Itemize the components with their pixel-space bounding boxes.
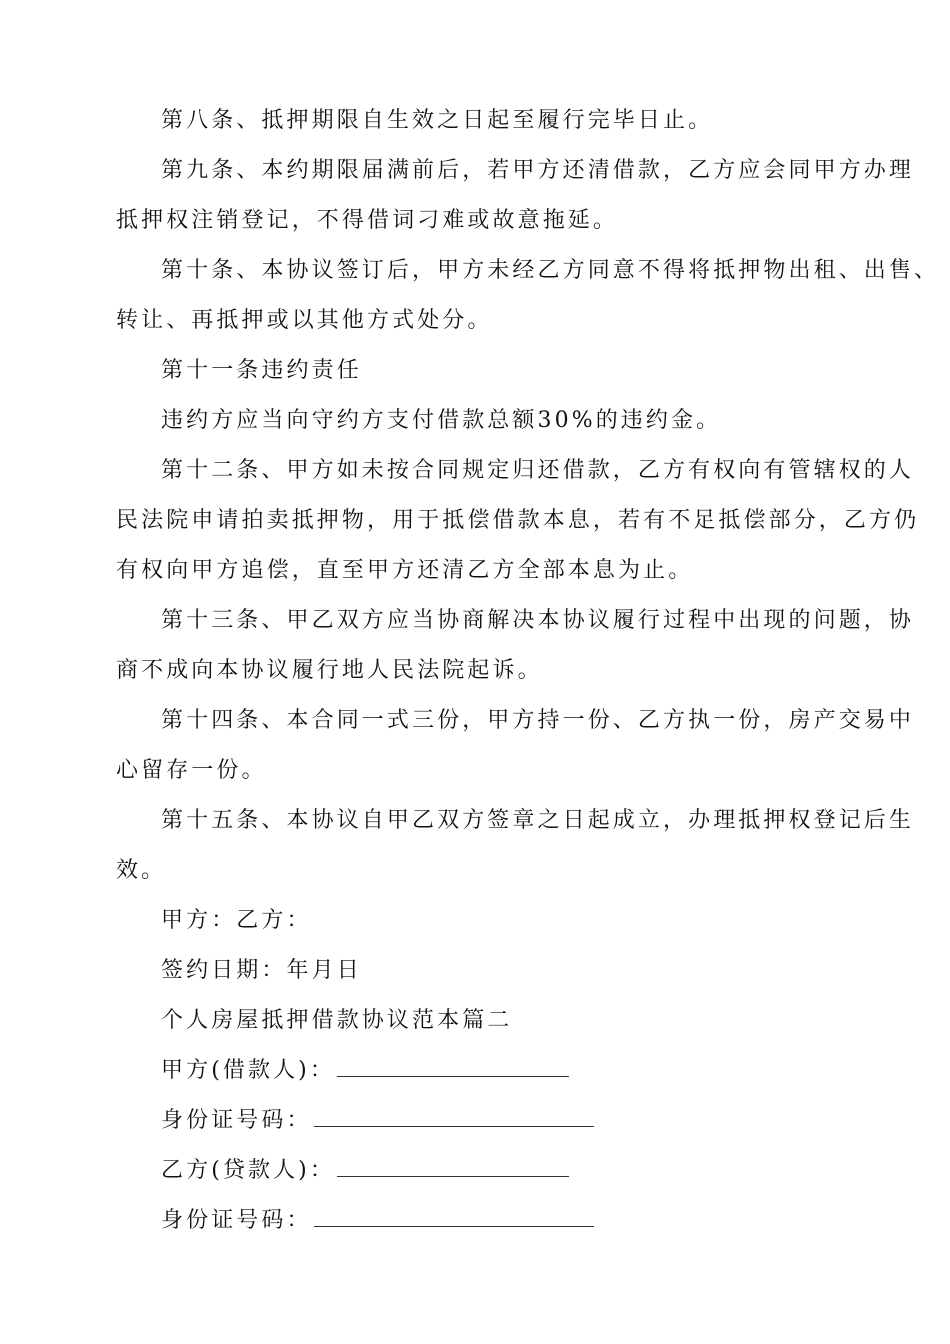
clause-10-line-1: 第十条、本协议签订后，甲方未经乙方同意不得将抵押物出租、出售、 xyxy=(161,258,940,283)
party-b-id-field xyxy=(161,1206,594,1236)
clause-12-line-1: 第十二条、甲方如未按合同规定归还借款，乙方有权向有管辖权的人 xyxy=(161,458,915,483)
party-b-id-label: 身份证号码： xyxy=(161,1208,312,1233)
party-a-id-field xyxy=(161,1106,594,1136)
clause-10-line-2: 转让、再抵押或以其他方式处分。 xyxy=(116,308,493,333)
clause-9-line-2: 抵押权注销登记，不得借词刁难或故意拖延。 xyxy=(116,208,619,233)
clause-14-line-2: 心留存一份。 xyxy=(116,758,267,783)
party-a-field xyxy=(161,1056,569,1086)
clause-15-line-1: 第十五条、本协议自甲乙双方签章之日起成立，办理抵押权登记后生 xyxy=(161,808,915,833)
clause-11-heading: 第十一条违约责任 xyxy=(161,358,362,383)
clause-8: 第八条、抵押期限自生效之日起至履行完毕日止。 xyxy=(161,108,714,133)
party-a-label: 甲方(借款人)： xyxy=(161,1058,335,1083)
party-a-id-label: 身份证号码： xyxy=(161,1108,312,1133)
section-title-part-two: 个人房屋抵押借款协议范本篇二 xyxy=(161,1008,513,1033)
clause-13-line-1: 第十三条、甲乙双方应当协商解决本协议履行过程中出现的问题，协 xyxy=(161,608,915,633)
party-b-label: 乙方(贷款人)： xyxy=(161,1158,335,1183)
party-b-blank-line xyxy=(337,1158,569,1177)
clause-12-line-2: 民法院申请拍卖抵押物，用于抵偿借款本息，若有不足抵偿部分，乙方仍 xyxy=(116,508,920,533)
clause-14-line-1: 第十四条、本合同一式三份，甲方持一份、乙方执一份，房产交易中 xyxy=(161,708,915,733)
clause-11-body: 违约方应当向守约方支付借款总额30%的违约金。 xyxy=(161,408,722,433)
party-b-id-blank-line xyxy=(314,1208,594,1227)
clause-9-line-1: 第九条、本约期限届满前后，若甲方还清借款，乙方应会同甲方办理 xyxy=(161,158,915,183)
clause-15-line-2: 效。 xyxy=(116,858,167,883)
party-b-field xyxy=(161,1156,569,1186)
party-a-blank-line xyxy=(337,1058,569,1077)
signing-date: 签约日期：年月日 xyxy=(161,958,362,983)
party-a-id-blank-line xyxy=(314,1108,594,1127)
signature-parties: 甲方：乙方： xyxy=(161,908,312,933)
clause-12-line-3: 有权向甲方追偿，直至甲方还清乙方全部本息为止。 xyxy=(116,558,694,583)
clause-13-line-2: 商不成向本协议履行地人民法院起诉。 xyxy=(116,658,543,683)
